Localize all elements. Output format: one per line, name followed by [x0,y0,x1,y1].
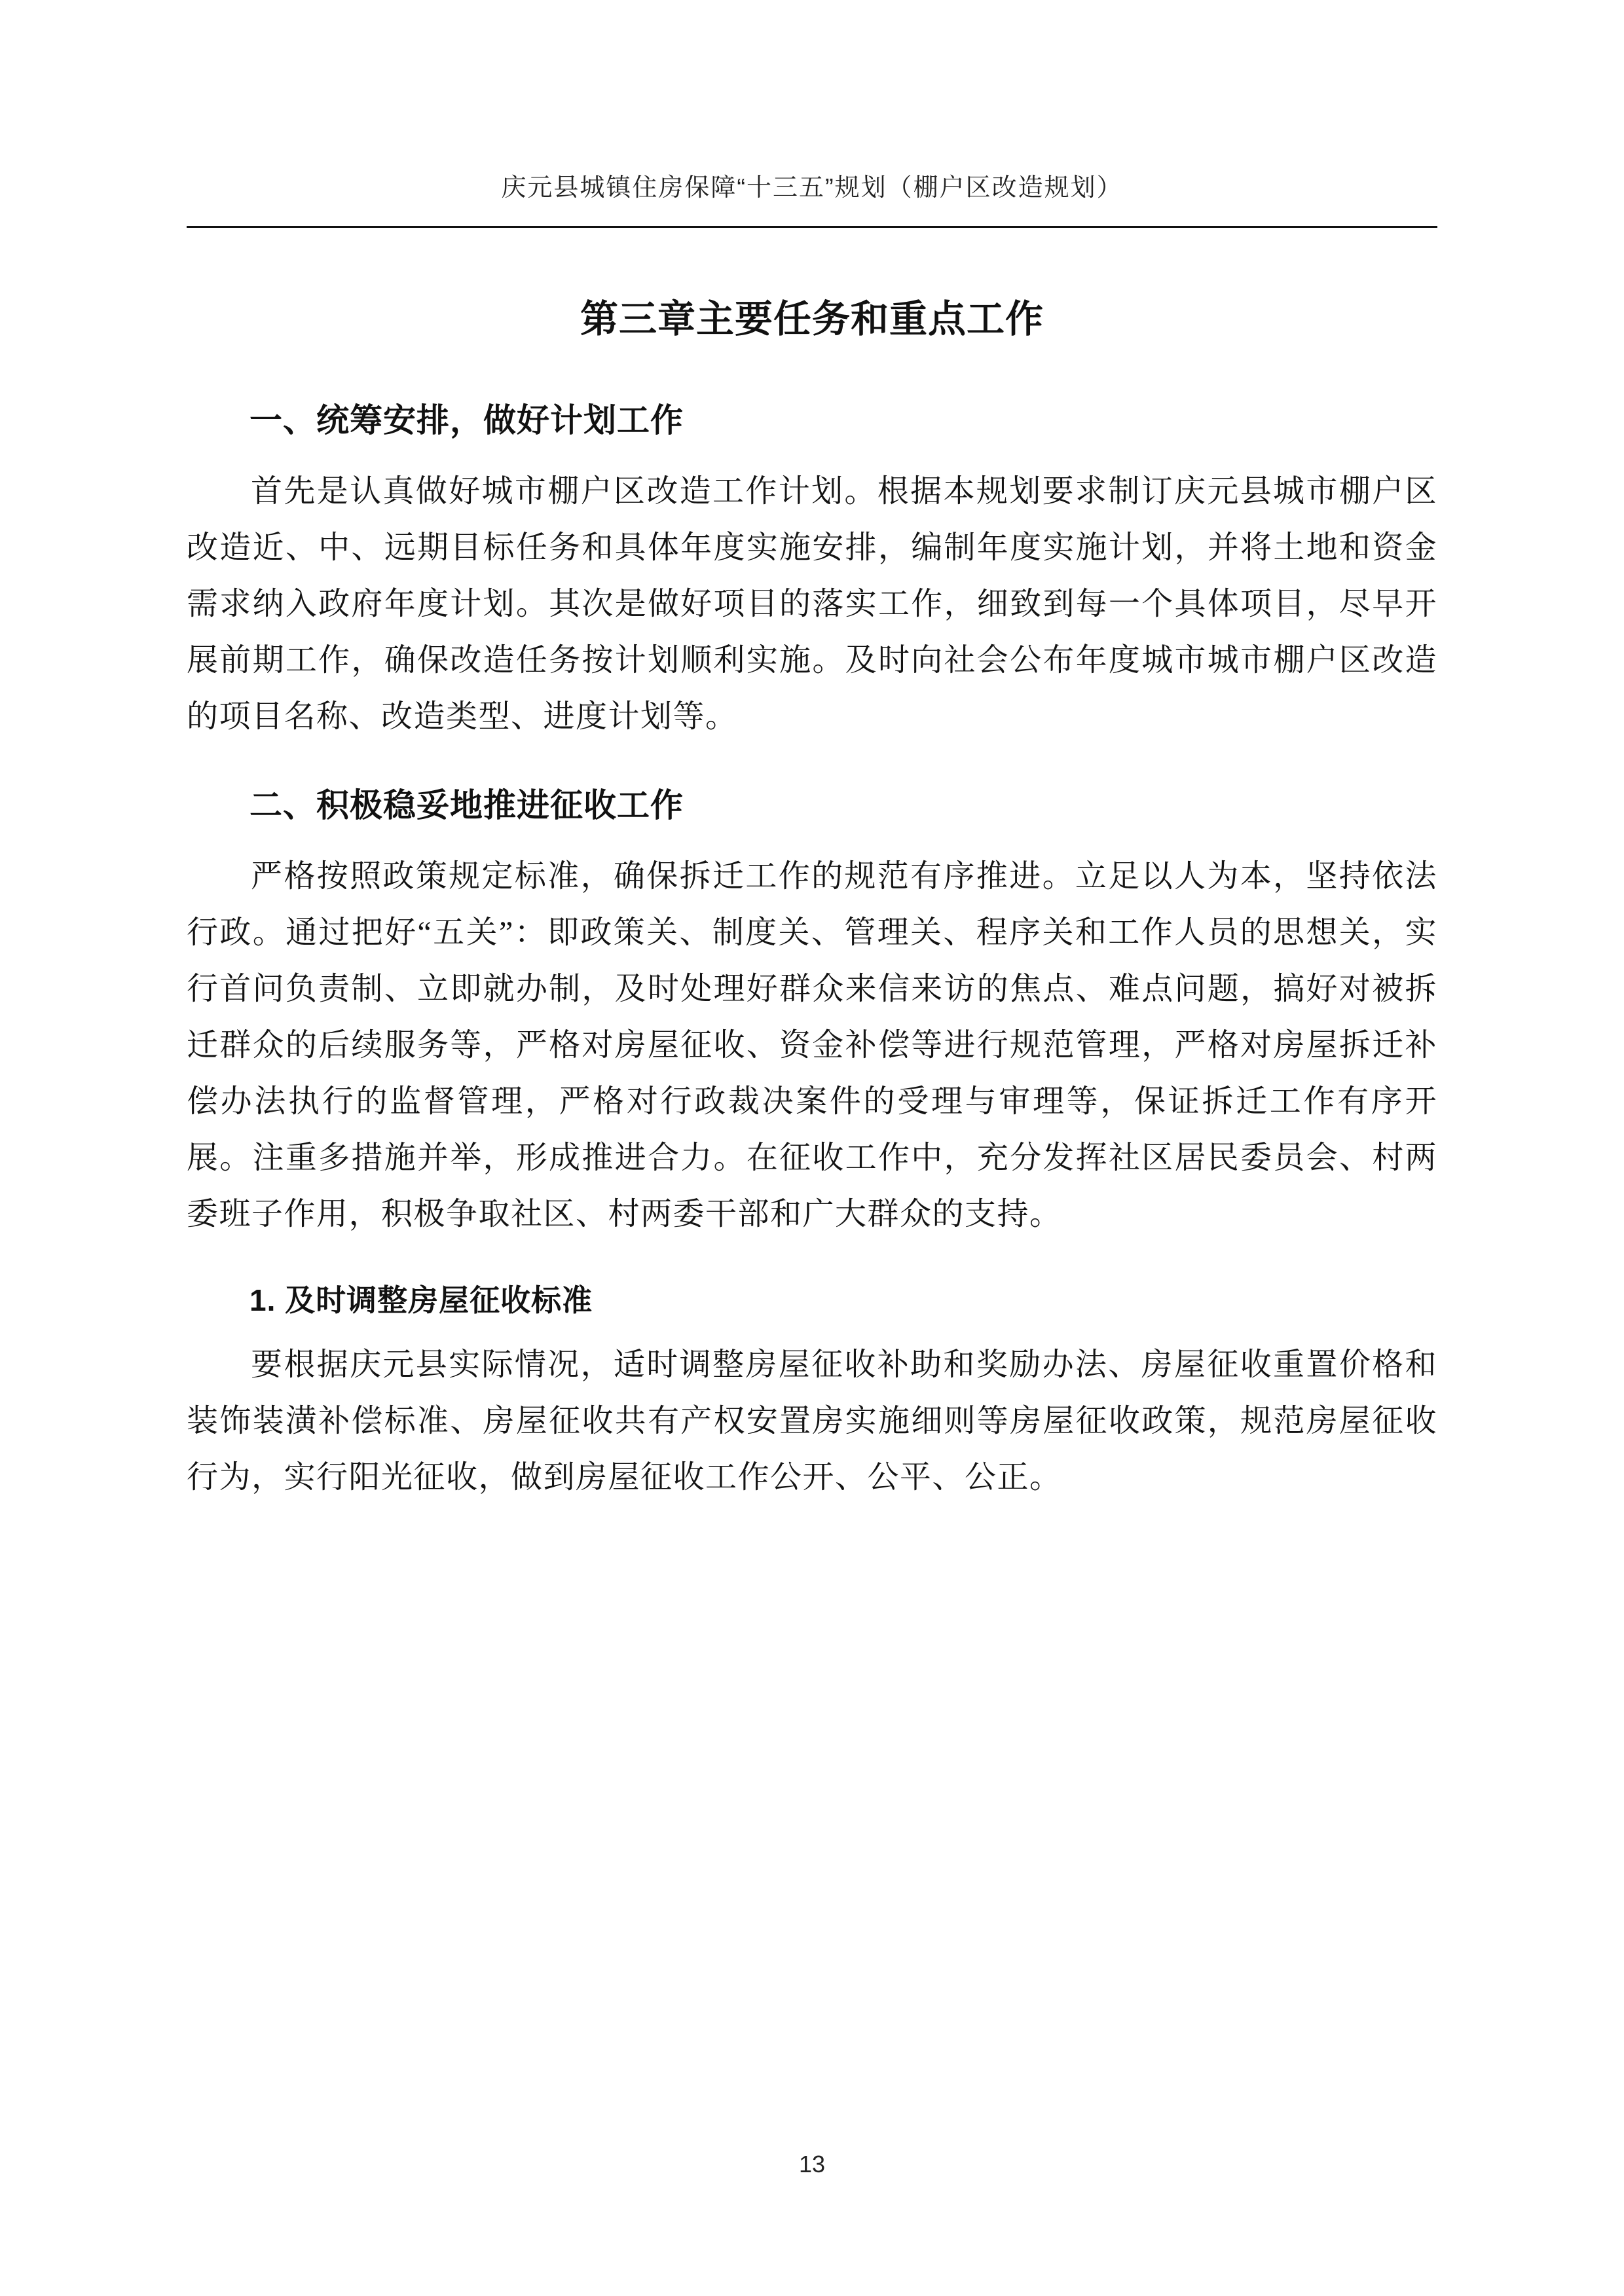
chapter-title: 第三章主要任务和重点工作 [580,298,1044,340]
header-title: 庆元县城镇住房保障“十三五”规划（棚户区改造规划） [501,174,1123,202]
header-divider [187,226,1437,228]
document-body [187,288,1437,1540]
page-footer [0,2151,1624,2178]
section-2-paragraph-1: 严格按照政策规定标准，确保拆迁工作的规范有序推进。立足以人为本，坚持依法行政。通过把好“五关”：即政策关、制度关、管理关、程序关和工作人员的思想关，实行首问负责制、立即就办制，及时处理好群众来信来访的焦点、难点问题，搞好对被拆迁群众的后续服务等，严格对房屋征收、资金补偿等进行规范管理，严格对房屋拆迁补偿办法执行的监督管理，严格对行政裁决案件的受理与审理等，保证拆迁工作有序开展。注重多措施并举，形成推进合力。在征收工作中，充分发挥社区居民委员会、村两委班子作用，积极争取社区、村两委干部和广大群众的支持。 [187,859,1437,1231]
page-number: 13 [798,2151,826,2178]
section-1-paragraph-1: 首先是认真做好城市棚户区改造工作计划。根据本规划要求制订庆元县城市棚户区改造近、中、远期目标任务和具体年度实施安排，编制年度实施计划，并将土地和资金需求纳入政府年度计划。其次是做好项目的落实工作，细致到每一个具体项目，尽早开展前期工作，确保改造任务按计划顺利实施。及时向社会公布年度城市城市棚户区改造的项目名称、改造类型、进度计划等。 [187,474,1437,734]
subsection-2-1-paragraph-1: 要根据庆元县实际情况，适时调整房屋征收补助和奖励办法、房屋征收重置价格和装饰装潢补偿标准、房屋征收共有产权安置房实施细则等房屋征收政策，规范房屋征收行为，实行阳光征收，做到房屋征收工作公开、公平、公正。 [187,1347,1437,1495]
subsection-title-2-1: 1. 及时调整房屋征收标准 [249,1283,593,1317]
section-title-2: 二、积极稳妥地推进征收工作 [249,787,684,824]
section-title-1: 一、统筹安排，做好计划工作 [249,402,684,439]
running-header [0,167,1624,239]
